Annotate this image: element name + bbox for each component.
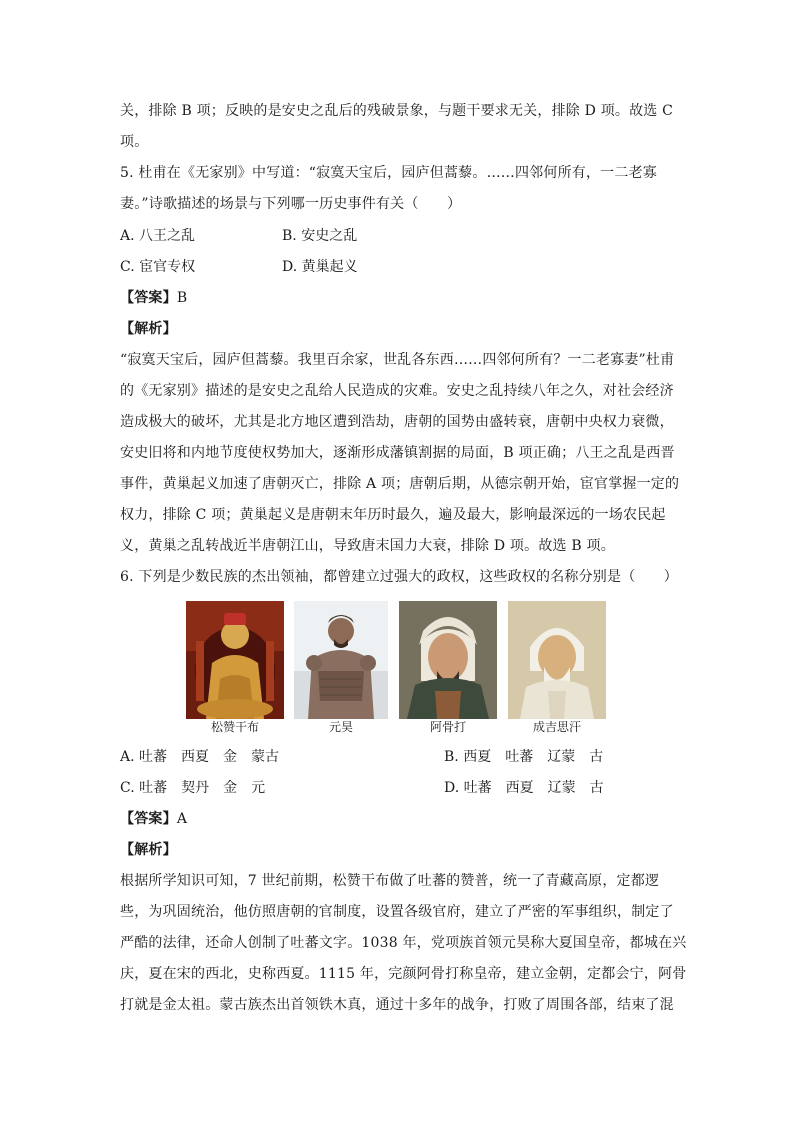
answer-label: 【答案】 bbox=[120, 290, 177, 306]
q5-analysis-text: 造成极大的破坏，尤其是北方地区遭到浩劫，唐朝的国势由盛转衰，唐朝中央权力衰微， bbox=[120, 414, 674, 430]
portrait-caption: 阿骨打 bbox=[429, 720, 466, 734]
answer-label: 【答案】 bbox=[120, 811, 177, 827]
q6-analysis-text: 根据所学知识可知，7 世纪前期，松赞干布做了吐蕃的赞普，统一了青藏高原，定都逻 bbox=[120, 873, 660, 889]
q5-analysis-label: 【解析】 bbox=[120, 321, 177, 337]
q5-analysis-text: 安史旧将和内地节度使权势加大，逐渐形成藩镇割据的局面，B 项正确；八王之乱是西晋 bbox=[120, 445, 675, 461]
q6-option-b: B. 西夏 吐蕃 辽蒙 古 bbox=[444, 749, 604, 765]
text-line: 关，排除 B 项；反映的是安史之乱后的残破景象，与题干要求无关，排除 D 项。故选 C bbox=[120, 103, 674, 119]
portrait-caption: 成吉思汗 bbox=[532, 720, 581, 734]
q5-option-a: A. 八王之乱 bbox=[120, 228, 196, 244]
q6-option-c: C. 吐蕃 契丹 金 元 bbox=[120, 780, 266, 796]
portrait-songtsen-gampo bbox=[186, 601, 284, 719]
q5-answer bbox=[120, 288, 680, 308]
q5-option-d: D. 黄巢起义 bbox=[282, 259, 358, 275]
answer-value: A bbox=[176, 811, 188, 827]
question-5-stem: 妻。”诗歌描述的场景与下列哪一历史事件有关（ ） bbox=[120, 196, 462, 212]
portrait-yuanhao bbox=[294, 601, 388, 719]
q5-analysis-text: 的《无家别》描述的是安史之乱给人民造成的灾难。安史之乱持续八年之久，对社会经济 bbox=[120, 383, 674, 399]
q5-analysis-text: 事件，黄巢起义加速了唐朝灭亡，排除 A 项；唐朝后期，从德宗朝开始，宦官掌握一定的 bbox=[120, 476, 680, 492]
portrait-caption: 元昊 bbox=[328, 720, 353, 734]
q6-analysis-text: 些，为巩固统治，他仿照唐朝的官制度，设置各级官府，建立了严密的军事组织，制定了 bbox=[120, 904, 674, 920]
q6-option-a: A. 吐蕃 西夏 金 蒙古 bbox=[120, 749, 280, 765]
q6-analysis-text: 严酷的法律，还命人创制了吐蕃文字。1038 年，党项族首领元昊称大夏国皇帝，都城在兴 bbox=[120, 935, 687, 951]
text-line: 项。 bbox=[120, 134, 149, 150]
portrait-caption: 松赞干布 bbox=[210, 720, 259, 734]
q5-option-b: B. 安史之乱 bbox=[282, 228, 358, 244]
q5-analysis-text: 义，黄巢之乱转战近半唐朝江山，导致唐末国力大衰，排除 D 项。故选 B 项。 bbox=[120, 538, 615, 554]
question-6-stem: 6. 下列是少数民族的杰出领袖，都曾建立过强大的政权，这些政权的名称分别是（ ） bbox=[120, 569, 679, 585]
portrait-aguda bbox=[399, 601, 497, 719]
q6-option-d: D. 吐蕃 西夏 辽蒙 古 bbox=[444, 780, 604, 796]
q6-analysis-label: 【解析】 bbox=[120, 842, 177, 858]
q5-option-c: C. 宦官专权 bbox=[120, 259, 196, 275]
portrait-genghis-khan bbox=[508, 601, 606, 719]
answer-value: B bbox=[176, 290, 188, 306]
q6-analysis-text: 庆，夏在宋的西北，史称西夏。1115 年，完颜阿骨打称皇帝，建立金朝，定都会宁，阿骨 bbox=[120, 966, 687, 982]
q6-analysis-text: 打就是金太祖。蒙古族杰出首领铁木真，通过十多年的战争，打败了周围各部，结束了混 bbox=[120, 997, 674, 1013]
q6-answer bbox=[120, 809, 680, 829]
q5-analysis-text: 权力，排除 C 项；黄巢起义是唐朝末年历时最久，遍及最大，影响最深远的一场农民起 bbox=[120, 507, 666, 523]
portrait-row bbox=[186, 601, 626, 734]
question-5-stem: 5. 杜甫在《无家别》中写道：“寂寞天宝后，园庐但蒿藜。……四邻何所有，一二老寡 bbox=[120, 165, 657, 181]
q5-analysis-text: “寂寞天宝后，园庐但蒿藜。我里百余家，世乱各东西……四邻何所有？一二老寡妻”杜甫 bbox=[120, 352, 675, 368]
